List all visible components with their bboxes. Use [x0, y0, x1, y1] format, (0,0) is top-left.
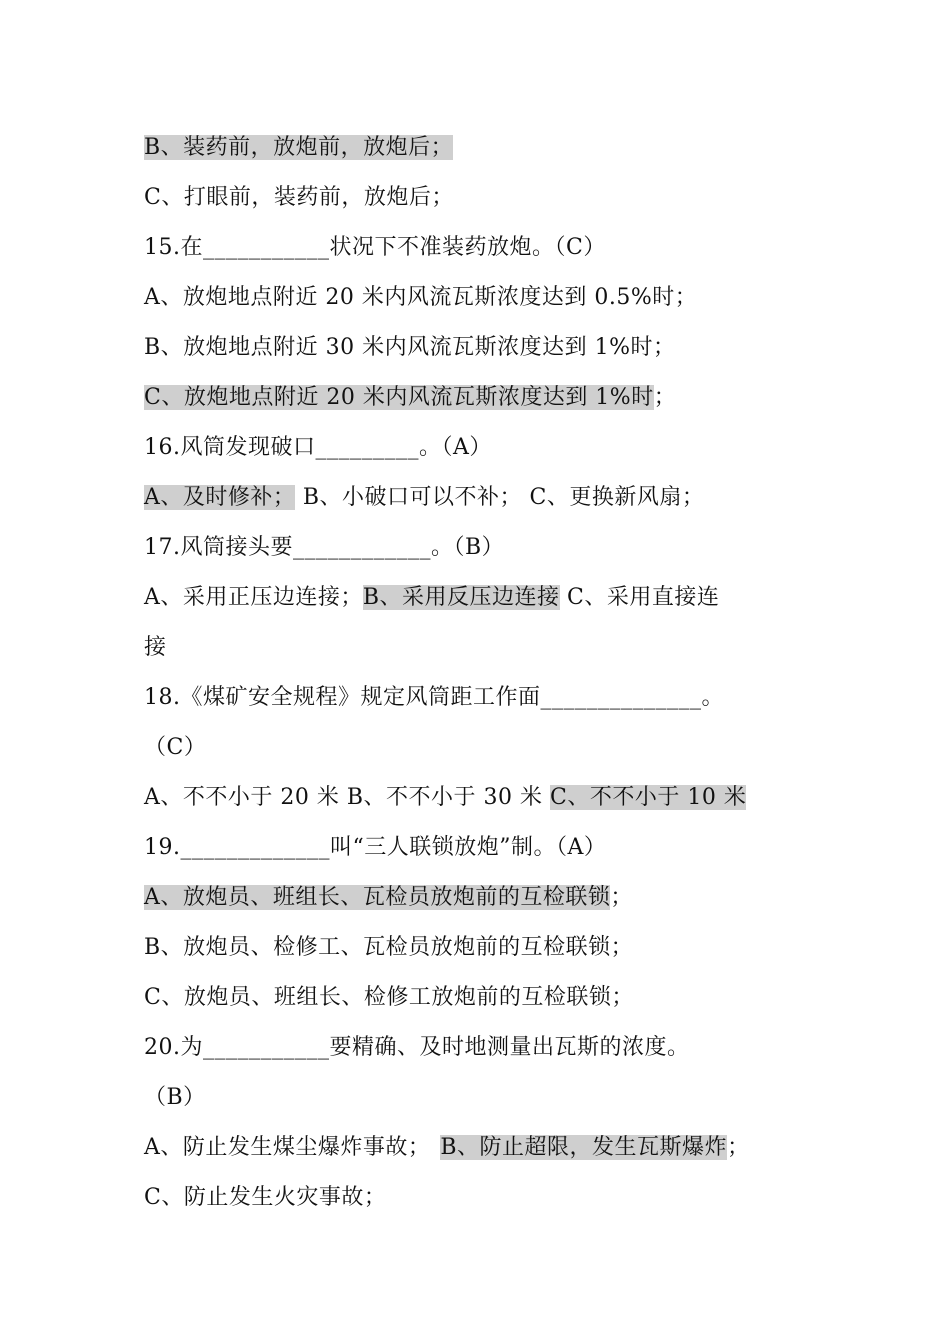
question-16	[144, 431, 492, 465]
question-text: 16.风筒发现破口_________。（A）	[144, 435, 492, 460]
question-20	[144, 1031, 690, 1065]
question-text: 17.风筒接头要____________。（B）	[144, 535, 505, 560]
text-line	[144, 581, 719, 615]
text-line	[144, 381, 676, 415]
option-text: B、放炮员、检修工、瓦检员放炮前的互检联锁；	[144, 935, 634, 960]
option-text: C、防止发生火灾事故；	[144, 1185, 387, 1210]
highlighted-answer: B、装药前，放炮前，放炮后；	[144, 135, 454, 160]
option-text: ；	[653, 385, 677, 410]
text-line	[144, 781, 746, 815]
text-line	[144, 731, 206, 765]
option-text: A、采用正压边连接；	[144, 585, 363, 610]
highlighted-answer: B、采用反压边连接	[362, 585, 560, 610]
highlighted-answer: A、及时修补；	[144, 485, 296, 510]
text-line	[144, 1181, 386, 1215]
text-line	[144, 181, 454, 215]
question-text: 15.在___________状况下不准装药放炮。（C）	[144, 235, 606, 260]
text-line	[144, 481, 704, 515]
text-line	[144, 631, 167, 665]
option-text: A、不不小于 20 米 B、不不小于 30 米	[144, 785, 551, 810]
text-line	[144, 1131, 750, 1165]
text-line	[144, 881, 633, 915]
highlighted-answer: A、放炮员、班组长、瓦检员放炮前的互检联锁	[144, 885, 611, 910]
option-text: B、放炮地点附近 30 米内风流瓦斯浓度达到 1%时；	[144, 335, 676, 360]
option-text: A、防止发生煤尘爆炸事故；	[144, 1135, 431, 1160]
text-line	[144, 331, 676, 365]
option-text: A、放炮地点附近 20 米内风流瓦斯浓度达到 0.5%时；	[144, 285, 698, 310]
question-text: 20.为___________要精确、及时地测量出瓦斯的浓度。	[144, 1035, 690, 1060]
text-line	[144, 981, 634, 1015]
question-17	[144, 531, 504, 565]
option-text: 接	[144, 635, 167, 660]
answer-key: （B）	[144, 1085, 206, 1110]
text-line	[144, 931, 633, 965]
question-18	[144, 681, 724, 715]
option-text: ；	[610, 885, 633, 910]
text-line	[144, 131, 453, 165]
question-19	[144, 831, 606, 865]
question-text: 19._____________叫“三人联锁放炮”制。（A）	[144, 835, 607, 860]
highlighted-answer: C、放炮地点附近 20 米内风流瓦斯浓度达到 1%时	[144, 385, 654, 410]
answer-key: （C）	[144, 735, 207, 760]
option-text: C、放炮员、班组长、检修工放炮前的互检联锁；	[144, 985, 634, 1010]
option-text: ；	[727, 1135, 750, 1160]
question-15	[144, 231, 606, 265]
option-text: B、小破口可以不补； C、更换新风扇；	[295, 485, 705, 510]
highlighted-answer: B、防止超限，发生瓦斯爆炸	[440, 1135, 728, 1160]
highlighted-answer: C、不不小于 10 米	[550, 785, 747, 810]
question-text: 18.《煤矿安全规程》规定风筒距工作面______________。	[144, 685, 724, 710]
option-text: C、打眼前，装药前，放炮后；	[144, 185, 454, 210]
text-line	[144, 1081, 206, 1115]
option-text: C、采用直接连	[559, 585, 720, 610]
text-line	[144, 281, 697, 315]
